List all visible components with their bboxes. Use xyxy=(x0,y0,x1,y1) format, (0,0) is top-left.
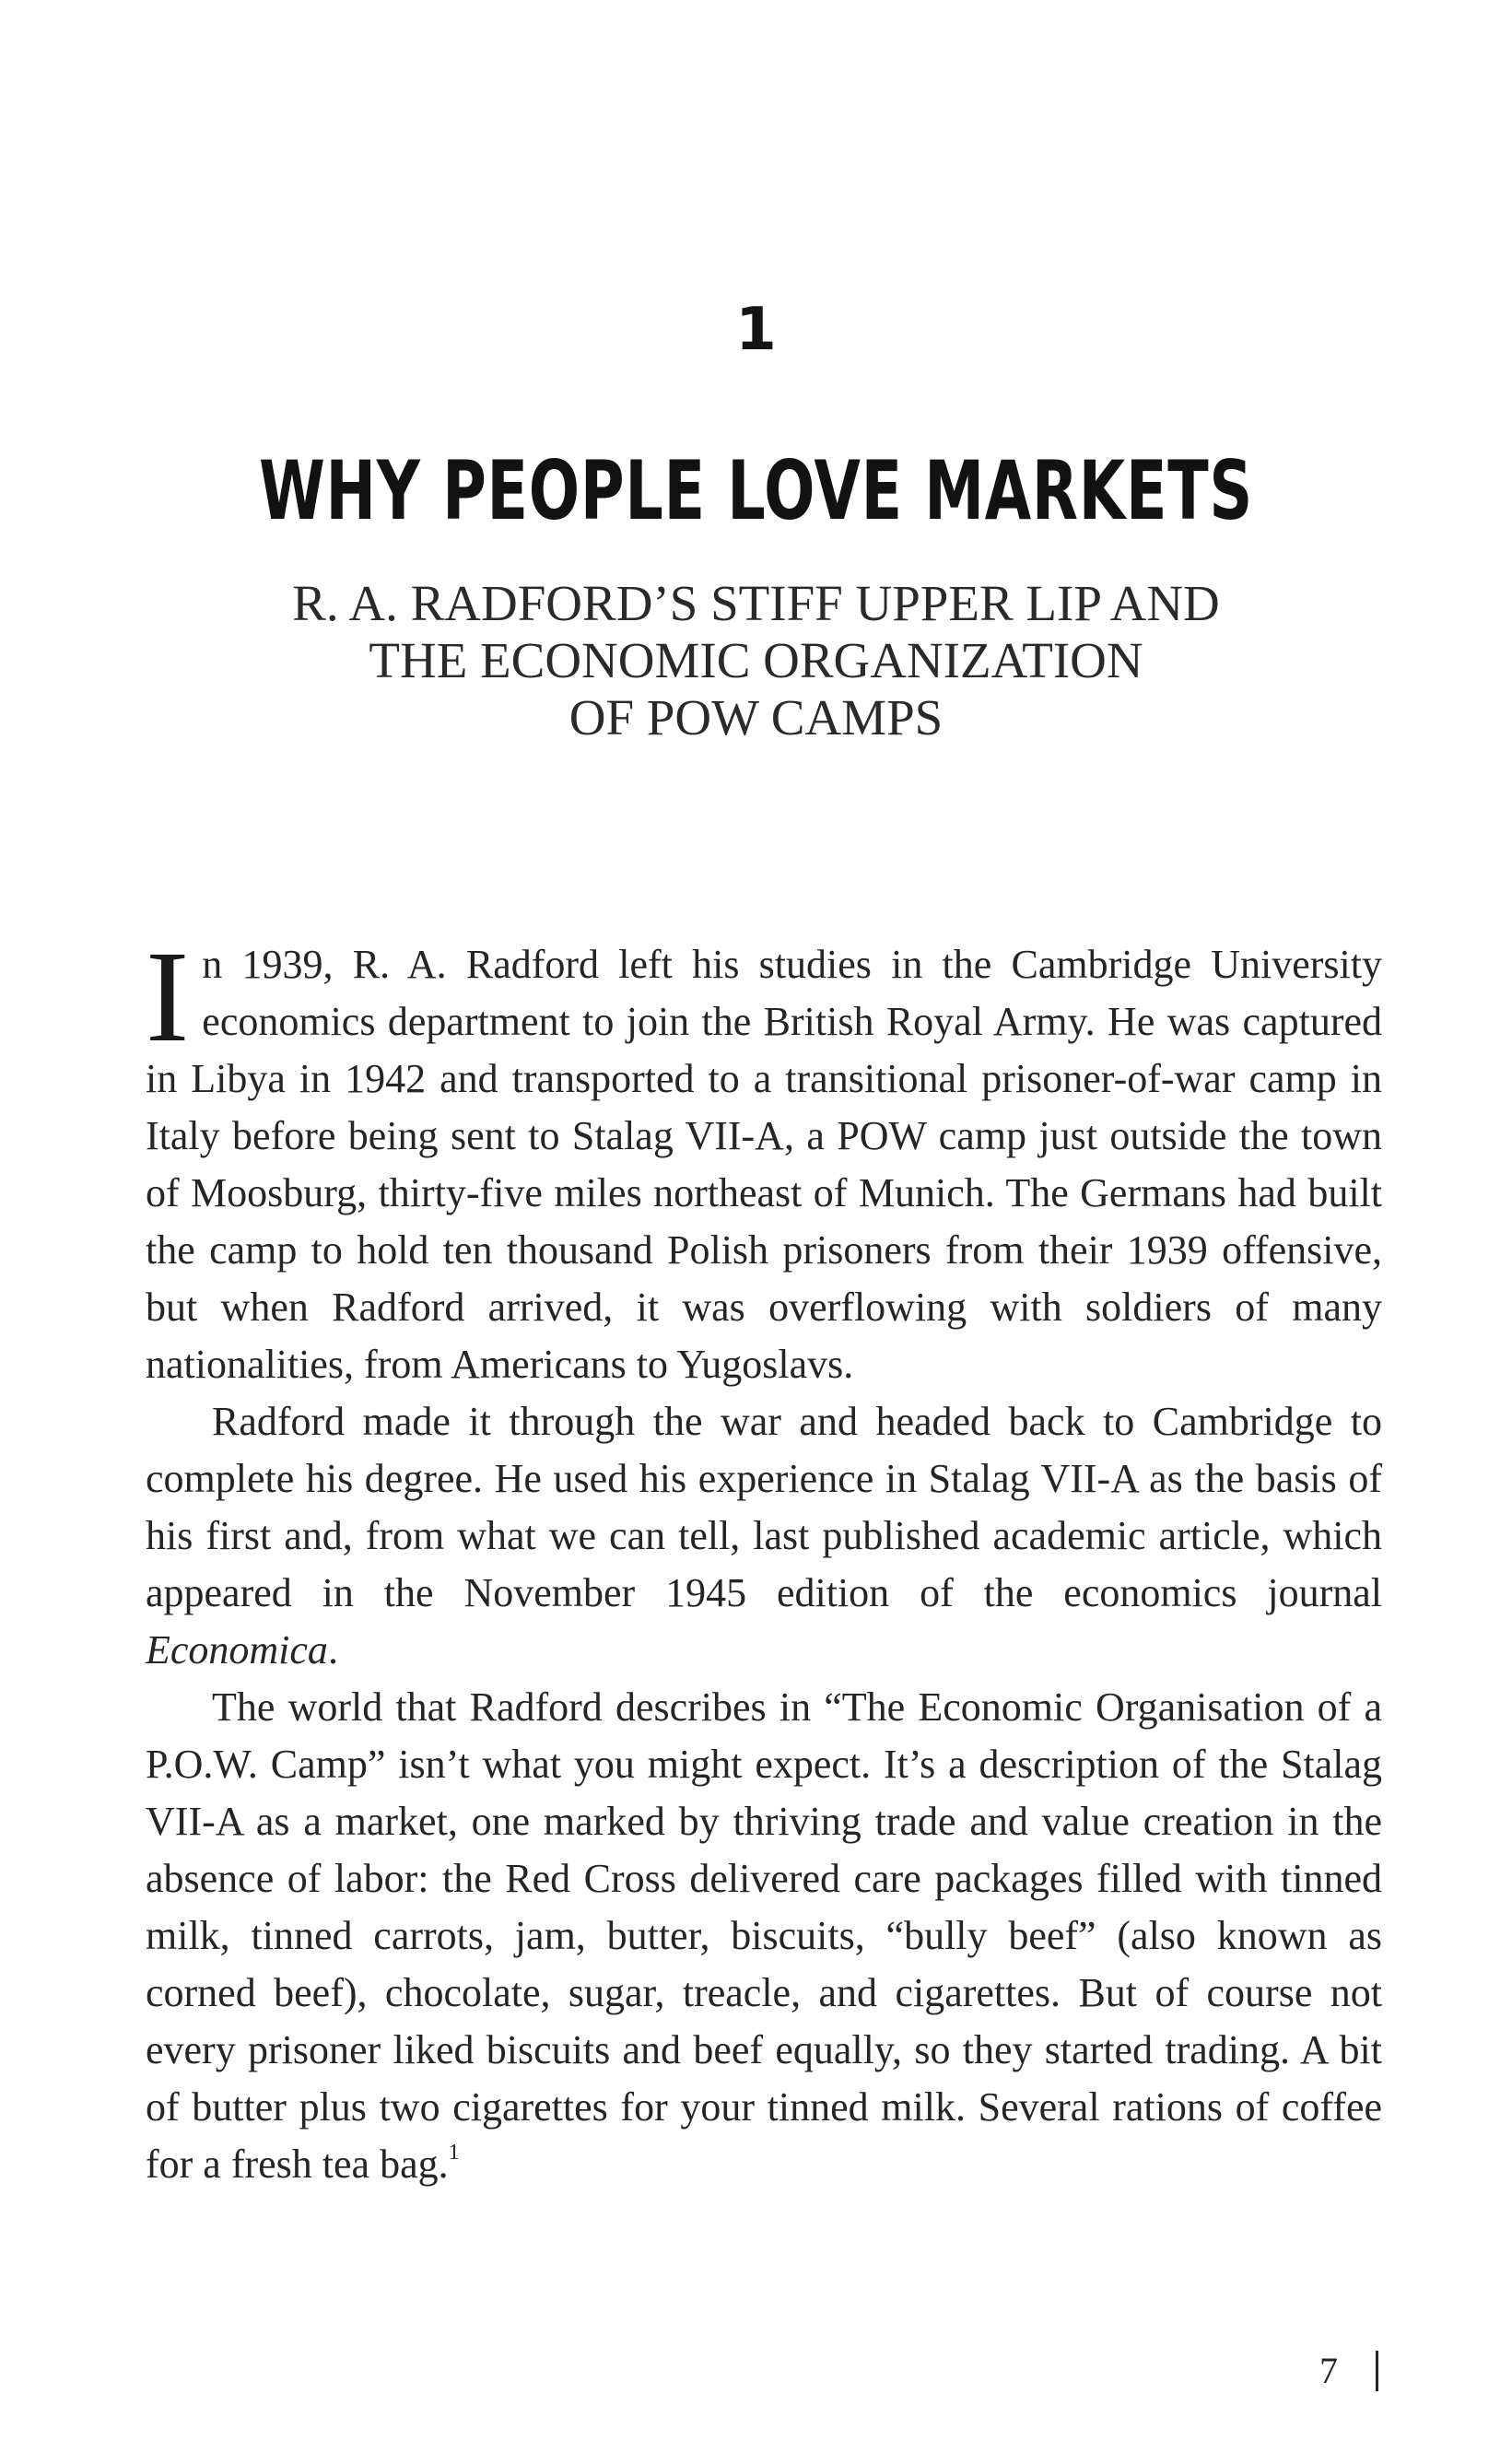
paragraph-1 xyxy=(146,923,1382,1393)
paragraph-2 xyxy=(146,1393,1382,1679)
journal-title: Economica xyxy=(146,1627,328,1672)
footnote-marker: 1 xyxy=(448,2141,460,2165)
chapter-subtitle xyxy=(0,575,1512,746)
paragraph-1-text: n 1939, R. A. Radford left his studies in the Cambridge University economics department to join the British Royal Army. He was captured in Libya in 1942 and transported to a transitional prisoner-of-war camp in Italy before being sent to Stalag VII-A, a POW camp just outside the town of Moosburg, thirty-five miles northeast of Munich. The Germans had built the camp to hold ten thousand Polish prisoners from their 1939 offensive, but when Radford arrived, it was overflowing with soldiers of many nationalities, from Americans to Yugoslavs. xyxy=(146,942,1382,1387)
paragraph-3 xyxy=(146,1679,1382,2193)
body-text xyxy=(146,923,1382,2193)
paragraph-2-text: Radford made it through the war and headed back to Cambridge to complete his degree. He used his experience in Stalag VII-A as the basis of his first and, from what we can tell, last published academic article, which appeared in the November 1945 edition of the economics journal xyxy=(146,1399,1382,1615)
paragraph-2-end: . xyxy=(327,1627,338,1672)
chapter-subtitle-line: OF POW CAMPS xyxy=(568,689,944,745)
page-number-rule xyxy=(1376,2351,1378,2391)
paragraph-3-text: The world that Radford describes in “The Economic Organisation of a P.O.W. Camp” isn’t what you might expect. It’s a description of the Stalag VII-A as a market, one marked by thriving trade and value creation in the absence of labor: the Red Cross delivered care packages filled with tinned milk, tinned carrots, jam, butter, biscuits, “bully beef” (also known as corned beef), chocolate, sugar, treacle, and cigarettes. But of course not every prisoner liked biscuits and beef equally, so they started trading. A bit of butter plus two cigarettes for your tinned milk. Several rations of coffee for a fresh tea bag. xyxy=(146,1684,1382,2187)
chapter-subtitle-line: R. A. RADFORD’S STIFF UPPER LIP AND xyxy=(292,575,1220,631)
drop-cap: I xyxy=(146,923,190,1069)
page-number: 7 xyxy=(1319,2350,1338,2391)
chapter-title: WHY PEOPLE LOVE MARKETS xyxy=(258,443,1254,538)
chapter-subtitle-line: THE ECONOMIC ORGANIZATION xyxy=(369,632,1143,688)
chapter-number: 1 xyxy=(735,296,777,364)
